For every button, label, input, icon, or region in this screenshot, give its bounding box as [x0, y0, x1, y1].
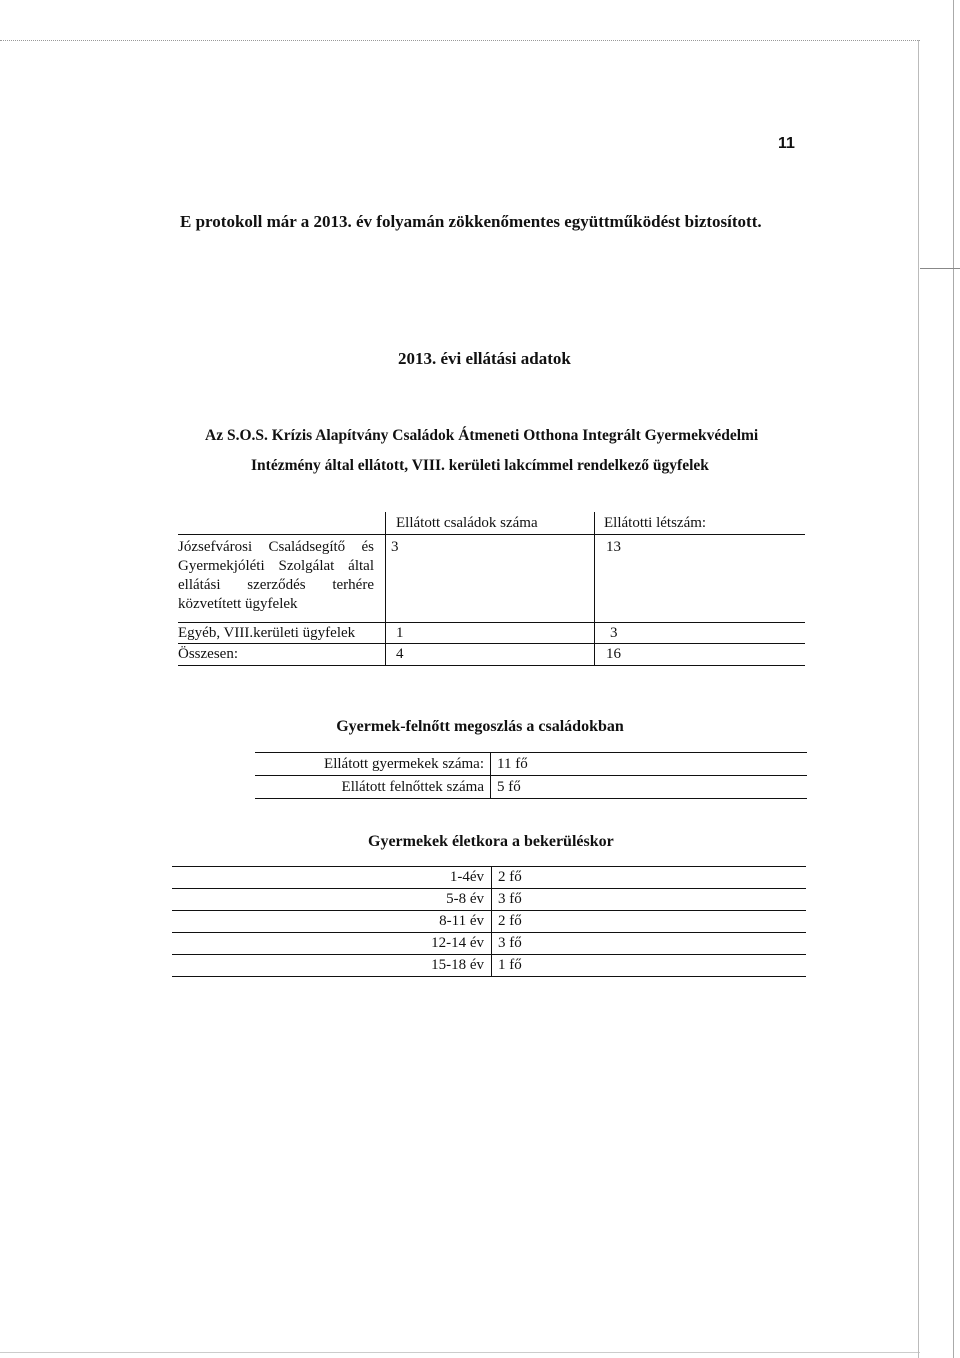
age-label: 5-8 év	[446, 891, 484, 907]
page-number: 11	[778, 135, 795, 152]
table-child-adult	[255, 752, 807, 798]
table-age-distribution	[172, 866, 806, 978]
row-label-total: Összesen:	[178, 646, 238, 662]
scan-border-bottom	[0, 1352, 920, 1353]
scan-border-right	[918, 40, 919, 1358]
cell-families: 1	[396, 625, 404, 641]
age-label: 1-4év	[449, 869, 484, 885]
row-value: 5 fő	[497, 779, 521, 795]
cell-headcount: 16	[606, 646, 621, 662]
age-count: 2 fő	[498, 869, 522, 885]
section-title: 2013. évi ellátási adatok	[398, 349, 571, 368]
age-label: 12-14 év	[431, 935, 484, 951]
age-count: 3 fő	[498, 891, 522, 907]
age-label: 15-18 év	[431, 957, 484, 973]
header-families: Ellátott családok száma	[396, 515, 538, 531]
scan-border-edge	[953, 0, 954, 1358]
age-count: 1 fő	[498, 957, 522, 973]
org-line-2: Intézmény által ellátott, VIII. kerületi lakcímmel rendelkező ügyfelek	[251, 457, 709, 474]
header-headcount: Ellátotti létszám:	[604, 515, 707, 531]
row-value: 11 fő	[497, 756, 528, 772]
org-line-1: Az S.O.S. Krízis Alapítvány Családok Átmeneti Otthona Integrált Gyermekvédelmi	[205, 427, 759, 444]
age-count: 3 fő	[498, 935, 522, 951]
intro-text: E protokoll már a 2013. év folyamán zökkenőmentes együttműködést biztosított.	[180, 212, 762, 231]
scan-border-top	[0, 40, 920, 41]
cell-headcount: 3	[610, 625, 618, 641]
cell-headcount: 13	[606, 539, 621, 555]
table3-title: Gyermekek életkora a bekerüléskor	[368, 833, 614, 850]
scan-mark	[920, 268, 960, 269]
row-label-other: Egyéb, VIII.kerületi ügyfelek	[178, 625, 356, 641]
cell-families: 3	[391, 539, 399, 555]
age-count: 2 fő	[498, 913, 522, 929]
row-label: Ellátott gyermekek száma:	[324, 756, 484, 772]
table-client-families	[178, 512, 805, 667]
row-label: Ellátott felnőttek száma	[341, 779, 484, 795]
row-label-jcsgysz: Józsefvárosi Családsegítő és Gyermekjóléti Szolgálat által ellátási szerződés terhére közvetített ügyfelek	[178, 539, 374, 612]
table2-title: Gyermek-felnőtt megoszlás a családokban	[336, 718, 624, 735]
age-label: 8-11 év	[439, 913, 484, 929]
cell-families: 4	[396, 646, 404, 662]
